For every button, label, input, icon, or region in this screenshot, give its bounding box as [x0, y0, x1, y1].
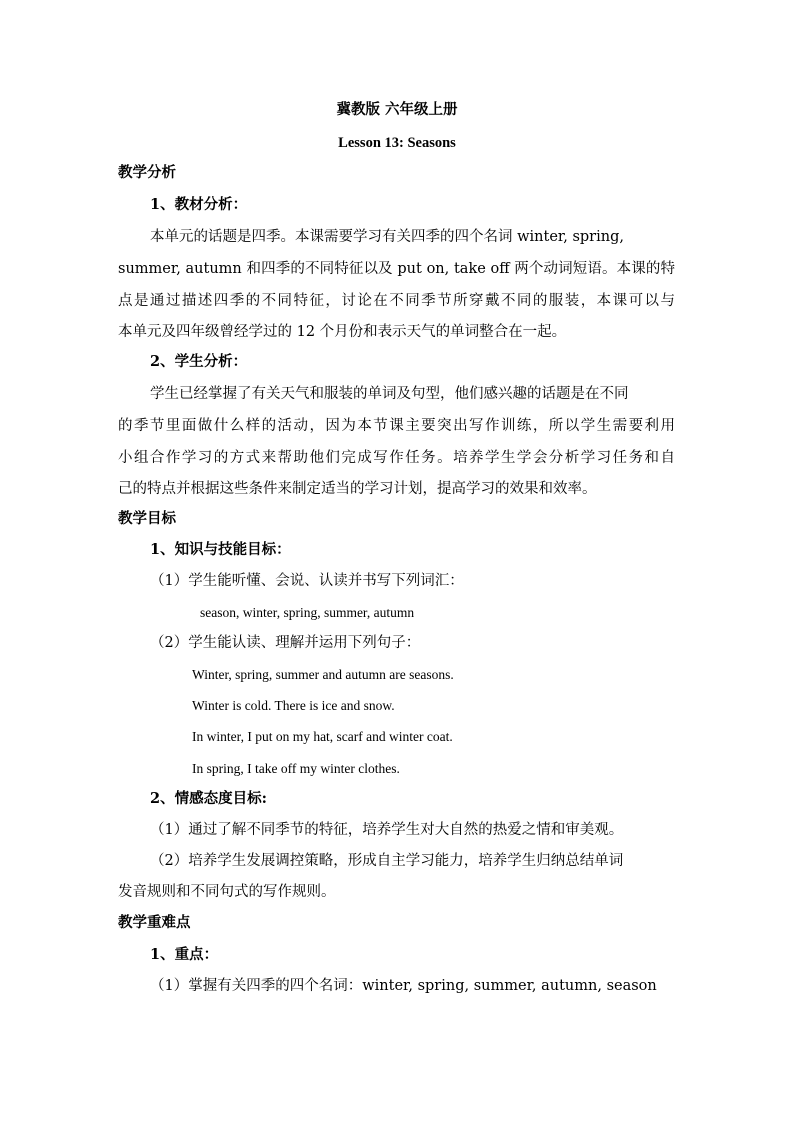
objective-item: （1）通过了解不同季节的特征，培养学生对大自然的热爱之情和审美观。 — [150, 822, 624, 838]
paragraph-line: summer, autumn 和四季的不同特征以及 put on, take off 两个动词短语。本课的特 — [118, 261, 675, 277]
example-sentence: In winter, I put on my hat, scarf and winter coat. — [192, 729, 453, 744]
document-subtitle: Lesson 13: Seasons — [338, 135, 456, 151]
subheading-key-point: 1、重点： — [150, 946, 219, 963]
subheading-textbook-analysis: 1、教材分析： — [150, 196, 248, 213]
paragraph-line: 的季节里面做什么样的活动，因为本节课主要突出写作训练，所以学生需要利用 — [118, 418, 675, 434]
section-heading-objectives: 教学目标 — [118, 510, 176, 527]
paragraph-line: 本单元的话题是四季。本课需要学习有关四季的四个名词 winter, spring, — [150, 229, 624, 245]
paragraph-line: 本单元及四年级曾经学过的 12 个月份和表示天气的单词整合在一起。 — [118, 324, 567, 340]
paragraph-line: 小组合作学习的方式来帮助他们完成写作任务。培养学生学会分析学习任务和自 — [118, 450, 675, 466]
subheading-student-analysis: 2、学生分析： — [150, 353, 248, 370]
paragraph-line: 点是通过描述四季的不同特征，讨论在不同季节所穿戴不同的服装，本课可以与 — [118, 293, 675, 309]
objective-item-continued: 发音规则和不同句式的写作规则。 — [118, 884, 336, 900]
subheading-emotional-attitude: 2、情感态度目标: — [150, 790, 267, 807]
section-heading-analysis: 教学分析 — [118, 164, 176, 181]
objective-item: （2）培养学生发展调控策略，形成自主学习能力，培养学生归纳总结单词 — [150, 853, 624, 869]
paragraph-line: 己的特点并根据这些条件来制定适当的学习计划，提高学习的效果和效率。 — [118, 481, 597, 497]
example-sentence: Winter, spring, summer and autumn are seasons. — [192, 667, 454, 682]
vocabulary-words: season, winter, spring, summer, autumn — [200, 605, 415, 620]
objective-item: （2）学生能认读、理解并运用下列句子： — [150, 635, 421, 651]
section-heading-key-points: 教学重难点 — [118, 914, 191, 931]
subheading-knowledge-skills: 1、知识与技能目标： — [150, 541, 291, 558]
example-sentence: Winter is cold. There is ice and snow. — [192, 698, 395, 713]
document-title: 冀教版 六年级上册 — [336, 101, 458, 118]
key-point-item: （1）掌握有关四季的四个名词：winter, spring, summer, autumn, season — [150, 978, 657, 994]
paragraph-line: 学生已经掌握了有关天气和服装的单词及句型，他们感兴趣的话题是在不同 — [150, 386, 629, 402]
example-sentence: In spring, I take off my winter clothes. — [192, 761, 400, 776]
objective-item: （1）学生能听懂、会说、认读并书写下列词汇： — [150, 573, 464, 589]
